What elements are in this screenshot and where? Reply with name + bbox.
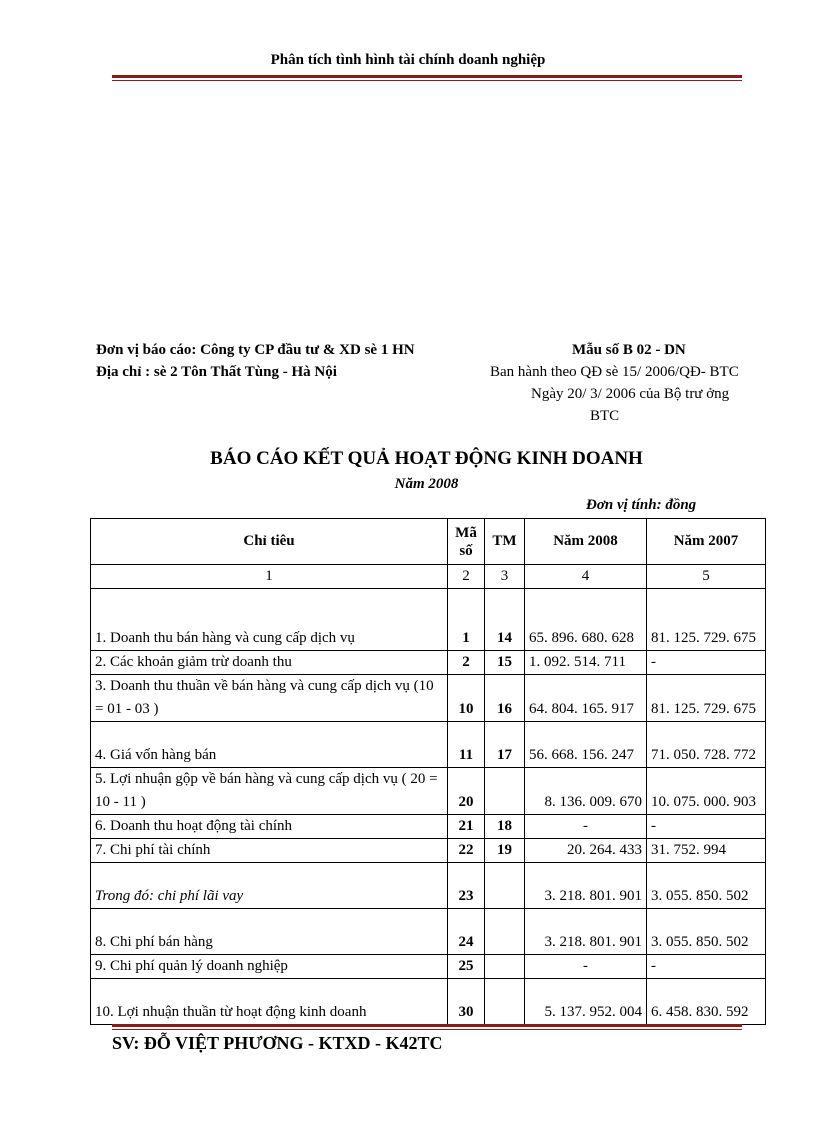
- header-code: Mã số: [448, 519, 485, 565]
- header-2007: Năm 2007: [647, 519, 766, 565]
- row-item: 5. Lợi nhuận gộp về bán hàng và cung cấp dịch vụ ( 20 = 10 - 11 ): [91, 768, 448, 815]
- row-item: 2. Các khoản giảm trừ doanh thu: [91, 651, 448, 675]
- table-row: [91, 722, 766, 768]
- row-2007: 3. 055. 850. 502: [647, 909, 766, 955]
- row-2008: -: [525, 955, 647, 979]
- table-header-row: [91, 519, 766, 565]
- row-2008: 56. 668. 156. 247: [525, 722, 647, 768]
- footer-rule-thin: [112, 1029, 742, 1030]
- table-row: [91, 863, 766, 909]
- row-2007: 71. 050. 728. 772: [647, 722, 766, 768]
- header-item: Chỉ tiêu: [91, 519, 448, 565]
- row-2007: 6. 458. 830. 592: [647, 979, 766, 1025]
- footer-rule-thick: [112, 1024, 742, 1027]
- row-code: 20: [448, 768, 485, 815]
- table-row: [91, 675, 766, 722]
- page-header-title: Phân tích tình hình tài chính doanh nghiệp: [270, 52, 546, 68]
- student-name-footer: SV: ĐỖ VIỆT PHƯƠNG - KTXD - K42TC: [112, 1033, 443, 1053]
- row-item: 4. Giá vốn hàng bán: [91, 722, 448, 768]
- row-note: 14: [485, 589, 525, 651]
- row-note: 17: [485, 722, 525, 768]
- column-number: 4: [525, 565, 647, 589]
- table-row: [91, 909, 766, 955]
- column-number: 3: [485, 565, 525, 589]
- issued-decision-line3: BTC: [590, 408, 620, 424]
- row-code: 25: [448, 955, 485, 979]
- income-statement-table: [90, 518, 766, 1025]
- row-2008: 64. 804. 165. 917: [525, 675, 647, 722]
- row-2008: 3. 218. 801. 901: [525, 909, 647, 955]
- row-2008: 8. 136. 009. 670: [525, 768, 647, 815]
- row-code: 21: [448, 815, 485, 839]
- header-2008: Năm 2008: [525, 519, 647, 565]
- row-code: 11: [448, 722, 485, 768]
- table-row: [91, 955, 766, 979]
- row-code: 2: [448, 651, 485, 675]
- row-note: 15: [485, 651, 525, 675]
- table-row: [91, 815, 766, 839]
- address: Địa chỉ : sè 2 Tôn Thất Tùng - Hà Nội: [96, 364, 337, 380]
- row-item: 1. Doanh thu bán hàng và cung cấp dịch vụ: [91, 589, 448, 651]
- row-2007: -: [647, 815, 766, 839]
- row-item: 7. Chi phí tài chính: [91, 839, 448, 863]
- row-2007: -: [647, 651, 766, 675]
- row-code: 22: [448, 839, 485, 863]
- row-2008: 5. 137. 952. 004: [525, 979, 647, 1025]
- table-row: [91, 651, 766, 675]
- table-row: [91, 979, 766, 1025]
- header-rule-thin: [112, 80, 742, 81]
- row-2007: 10. 075. 000. 903: [647, 768, 766, 815]
- row-note: 16: [485, 675, 525, 722]
- table-row: [91, 839, 766, 863]
- row-item: Trong đó: chi phí lãi vay: [91, 863, 448, 909]
- row-2008: -: [525, 815, 647, 839]
- row-2007: 31. 752. 994: [647, 839, 766, 863]
- report-year: Năm 2008: [394, 476, 459, 492]
- issued-decision-line2: Ngày 20/ 3/ 2006 của Bộ trư ởng: [531, 386, 730, 402]
- currency-unit: Đơn vị tính: đồng: [586, 497, 697, 513]
- row-item: 3. Doanh thu thuần về bán hàng và cung cấp dịch vụ (10 = 01 - 03 ): [91, 675, 448, 722]
- row-note: 19: [485, 839, 525, 863]
- column-number: 5: [647, 565, 766, 589]
- row-code: 1: [448, 589, 485, 651]
- row-code: 10: [448, 675, 485, 722]
- column-number-row: [91, 565, 766, 589]
- row-2007: 81. 125. 729. 675: [647, 675, 766, 722]
- header-note: TM: [485, 519, 525, 565]
- row-code: 23: [448, 863, 485, 909]
- row-2007: -: [647, 955, 766, 979]
- row-code: 30: [448, 979, 485, 1025]
- row-note: [485, 955, 525, 979]
- table-row: [91, 768, 766, 815]
- row-note: [485, 768, 525, 815]
- header-rule-thick: [112, 75, 742, 78]
- report-title: BÁO CÁO KẾT QUẢ HOẠT ĐỘNG KINH DOANH: [210, 448, 643, 469]
- row-2007: 3. 055. 850. 502: [647, 863, 766, 909]
- row-note: [485, 863, 525, 909]
- row-item: 8. Chi phí bán hàng: [91, 909, 448, 955]
- row-item: 6. Doanh thu hoạt động tài chính: [91, 815, 448, 839]
- column-number: 2: [448, 565, 485, 589]
- row-item: 10. Lợi nhuận thuần từ hoạt động kinh doanh: [91, 979, 448, 1025]
- row-item: 9. Chi phí quản lý doanh nghiệp: [91, 955, 448, 979]
- row-2008: 3. 218. 801. 901: [525, 863, 647, 909]
- row-2007: 81. 125. 729. 675: [647, 589, 766, 651]
- row-code: 24: [448, 909, 485, 955]
- reporting-unit: Đơn vị báo cáo: Công ty CP đầu tư & XD sè 1 HN: [96, 342, 415, 358]
- row-note: [485, 979, 525, 1025]
- row-2008: 1. 092. 514. 711: [525, 651, 647, 675]
- row-2008: 65. 896. 680. 628: [525, 589, 647, 651]
- row-note: 18: [485, 815, 525, 839]
- table-row: [91, 589, 766, 651]
- form-number: Mẫu số B 02 - DN: [572, 342, 686, 358]
- row-note: [485, 909, 525, 955]
- column-number: 1: [91, 565, 448, 589]
- issued-decision-line1: Ban hành theo QĐ sè 15/ 2006/QĐ- BTC: [490, 364, 739, 380]
- row-2008: 20. 264. 433: [525, 839, 647, 863]
